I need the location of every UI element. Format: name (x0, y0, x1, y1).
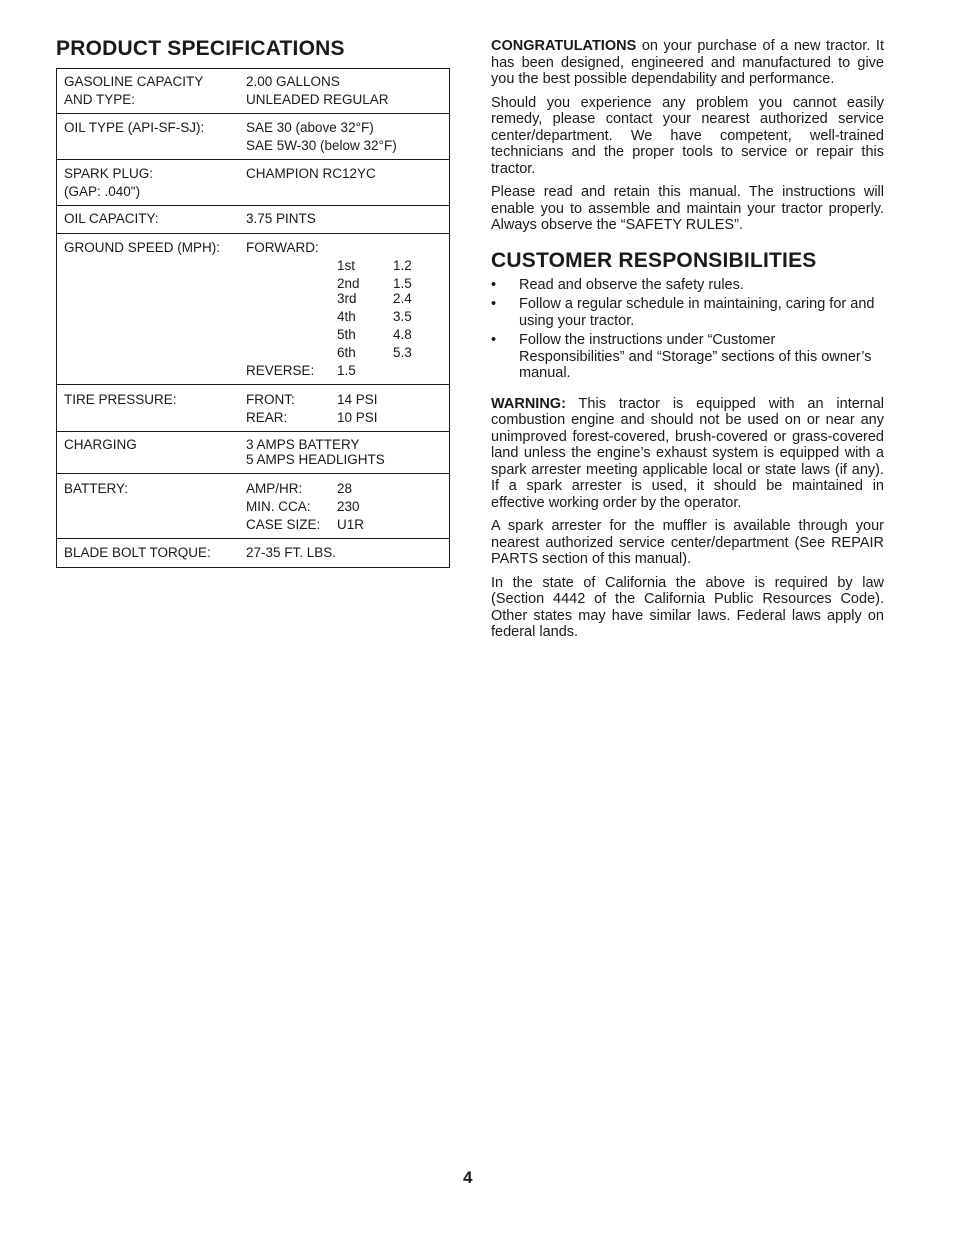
list-item-text: Read and observe the safety rules. (519, 276, 744, 293)
gear-speed: 4.8 (393, 327, 412, 342)
forward-label: FORWARD: (246, 240, 319, 255)
retain-manual-paragraph: Please read and retain this manual. The instructions will enable you to assemble and maintain your tractor properly. Always observe the “SAFETY RULES”. (491, 184, 884, 233)
spec-value: SAE 5W-30 (below 32°F) (246, 138, 397, 153)
gear-name: 3rd (337, 291, 357, 306)
rear-value: 10 PSI (337, 410, 378, 425)
spec-row-spark-plug (57, 160, 449, 206)
list-item (491, 296, 884, 329)
gear-name: 5th (337, 327, 356, 342)
specifications-table (56, 68, 450, 568)
page-number: 4 (463, 1168, 473, 1187)
spec-label: SPARK PLUG: (64, 166, 154, 181)
right-column (491, 38, 884, 648)
bullet-icon: • (491, 332, 497, 348)
gear-name: 6th (337, 345, 356, 360)
rear-label: REAR: (246, 410, 288, 425)
front-value: 14 PSI (337, 392, 378, 407)
spec-label: (GAP: .040") (64, 184, 141, 199)
congratulations-text: on your purchase of a new tractor. It has been designed, engineered and manufactured to give you the best possible dependability and performance. (491, 38, 884, 87)
spec-label: OIL TYPE (API-SF-SJ): (64, 120, 205, 135)
bullet-icon: • (491, 296, 497, 312)
spec-label: BATTERY: (64, 481, 129, 496)
spec-label: GASOLINE CAPACITY (64, 74, 204, 89)
case-size-label: CASE SIZE: (246, 517, 321, 532)
case-size-value: U1R (337, 517, 365, 532)
gear-speed: 1.5 (393, 276, 412, 291)
spec-row-battery (57, 474, 449, 539)
congratulations-paragraph (491, 38, 884, 88)
spec-label: AND TYPE: (64, 92, 136, 107)
spec-label: BLADE BOLT TORQUE: (64, 545, 211, 560)
spec-row-ground-speed (57, 234, 449, 385)
list-item-text: Follow the instructions under “Customer Responsibilities” and “Storage” sections of this owner’s manual. (519, 332, 872, 381)
customer-responsibilities-heading: CUSTOMER RESPONSIBILITIES (491, 248, 817, 272)
left-column (56, 36, 450, 568)
list-item-text: Follow a regular schedule in maintaining, caring for and using your tractor. (519, 296, 875, 329)
congratulations-lead: CONGRATULATIONS (491, 38, 637, 54)
min-cca-value: 230 (337, 499, 360, 514)
spec-value: 27-35 FT. LBS. (246, 545, 337, 560)
problem-paragraph: Should you experience any problem you cannot easily remedy, please contact your nearest authorized service center/department. We have competent, well-trained technicians and the proper tools to service or repair this tractor. (491, 94, 884, 177)
warning-text: This tractor is equipped with an internal combustion engine and should not be used on or near any unimproved forest-covered, brush-covered or grass-covered land unless the engine’s exhaust system is equipped with a spark arrester meeting applicable local or state laws (if any). If a spark arrester is used, it should be maintained in effective working order by the operator. (491, 395, 884, 511)
spec-value: 5 AMPS HEADLIGHTS (246, 452, 385, 467)
amp-hr-label: AMP/HR: (246, 481, 303, 496)
reverse-speed: 1.5 (337, 363, 356, 378)
product-specifications-heading: PRODUCT SPECIFICATIONS (56, 37, 345, 60)
spec-row-oil-type (57, 114, 449, 160)
spec-value: 3 AMPS BATTERY (246, 437, 360, 452)
gear-speed: 5.3 (393, 345, 412, 360)
warning-lead: WARNING: (491, 395, 566, 412)
gear-speed: 3.5 (393, 309, 412, 324)
gear-name: 4th (337, 309, 356, 324)
list-item (491, 277, 884, 294)
spec-value: 2.00 GALLONS (246, 74, 340, 89)
reverse-label: REVERSE: (246, 363, 315, 378)
spec-label: CHARGING (64, 437, 137, 452)
spec-label: TIRE PRESSURE: (64, 392, 177, 407)
spark-arrester-paragraph: A spark arrester for the muffler is available through your nearest authorized service center/department (See REPAIR PARTS section of this manual). (491, 518, 884, 567)
front-label: FRONT: (246, 392, 295, 407)
spec-label: OIL CAPACITY: (64, 211, 159, 226)
spec-value: 3.75 PINTS (246, 211, 316, 226)
list-item (491, 332, 884, 382)
spec-row-charging (57, 432, 449, 474)
gear-name: 2nd (337, 276, 360, 291)
gear-name: 1st (337, 258, 356, 273)
spec-value: SAE 30 (above 32°F) (246, 120, 374, 135)
spec-row-blade-bolt-torque (57, 539, 449, 567)
spec-row-oil-capacity (57, 206, 449, 234)
gear-speed: 2.4 (393, 291, 412, 306)
min-cca-label: MIN. CCA: (246, 499, 311, 514)
responsibilities-list (491, 277, 884, 382)
spec-label: GROUND SPEED (MPH): (64, 240, 221, 255)
spec-value: CHAMPION RC12YC (246, 166, 376, 181)
spec-row-gasoline (57, 69, 449, 114)
bullet-icon: • (491, 276, 497, 293)
warning-paragraph (491, 396, 884, 512)
spec-row-tire-pressure (57, 385, 449, 432)
amp-hr-value: 28 (337, 481, 353, 496)
gear-speed: 1.2 (393, 258, 412, 273)
spec-value: UNLEADED REGULAR (246, 92, 389, 107)
california-paragraph: In the state of California the above is required by law (Section 4442 of the California Public Resources Code). Other states may have similar laws. Federal laws apply on federal lands. (491, 574, 884, 640)
